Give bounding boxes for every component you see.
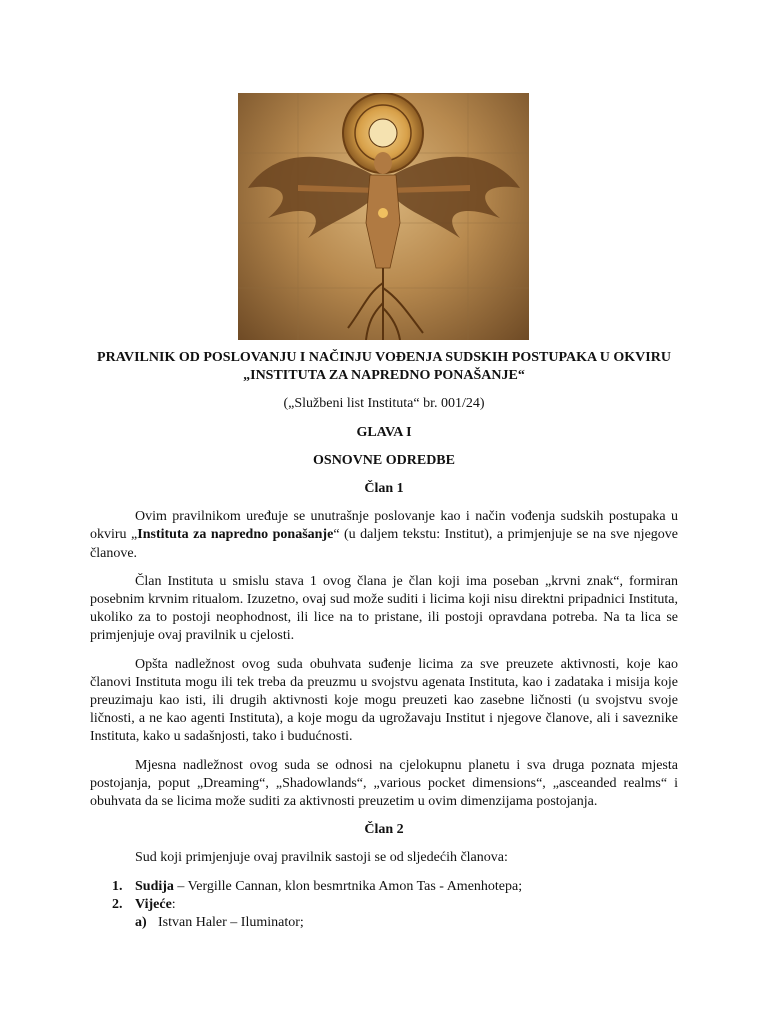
- document-title-line-2: „INSTITUTA ZA NAPREDNO PONAŠANJE“: [243, 368, 525, 384]
- article-2-intro: Sud koji primjenjuje ovaj pravilnik sastoji se od sljedećih članova:: [135, 850, 508, 866]
- list-text: – Vergille Cannan, klon besmrtnika Amon Tas - Amenhotepa;: [173, 878, 523, 894]
- article-2-heading: Član 2: [364, 822, 404, 838]
- institute-name: Instituta za napredno ponašanje: [137, 527, 334, 543]
- list-text: :: [171, 896, 176, 912]
- gazette-reference: („Službeni list Instituta“ br. 001/24): [283, 396, 485, 412]
- list-number: a): [135, 915, 147, 931]
- article-1-heading: Član 1: [364, 481, 404, 497]
- paragraph-text: “ (u daljem tekstu: Institut), a primjenjuje se na sve njegove članove.: [90, 527, 678, 561]
- member-list: [90, 878, 678, 914]
- list-label: Sudija: [135, 878, 174, 894]
- chapter-heading: GLAVA I: [356, 424, 412, 440]
- document-body: [90, 349, 678, 932]
- council-list: [90, 914, 678, 932]
- list-label: Vijeće: [135, 896, 172, 912]
- list-item: [90, 878, 678, 896]
- list-number: 1.: [112, 878, 123, 894]
- list-item: [90, 914, 678, 932]
- list-item: [90, 896, 678, 914]
- list-text: Istvan Haler – Iluminator;: [158, 915, 304, 931]
- winged-figure-icon: [238, 93, 529, 340]
- chapter-title: OSNOVNE ODREDBE: [313, 452, 455, 468]
- list-number: 2.: [112, 896, 123, 912]
- paragraph-text: Ovim pravilnikom uređuje se unutrašnje poslovanje kao i način vođenja sudskih postupaka u okviru „: [90, 509, 678, 543]
- document-title-line-1: PRAVILNIK OD POSLOVANJU I NAČINJU VOĐENJA SUDSKIH POSTUPAKA U OKVIRU: [97, 350, 671, 365]
- article-1-paragraph-4: Mjesna nadležnost ovog suda se odnosi na cjelokupnu planetu i sva druga poznata mjesta postojanja, poput „Dreaming“, „Shadowlands“, „various pocket dimensions“, „asceanded realms“ i obuhvata da se licima može suditi za aktivnosti preuzetim u ovim dimenzijama postojanja.: [90, 757, 678, 810]
- article-1-paragraph-3: Opšta nadležnost ovog suda obuhvata suđenje licima za sve preuzete aktivnosti, koje kao članovi Instituta mogu ili tek treba da preuzmu u svojstvu agenata Instituta, kao i zadataka i misija koje preuzimaju kao isti, ili drugih aktivnosti koje mogu preuzeti kao zasebne ličnosti (u svojstvu svoje ličnosti, a ne kao agenti Instituta), a koje mogu da ugrožavaju Institut i njegove članove, ali i saveznike Instituta, kako u sadašnjosti, tako i budućnosti.: [90, 656, 678, 745]
- article-1-paragraph-1: [90, 508, 678, 563]
- article-1-paragraph-2: Član Instituta u smislu stava 1 ovog člana je član koji ima poseban „krvni znak“, formiran posebnim krvnim ritualom. Izuzetno, ovaj sud može suditi i licima koji nisu direktni pripadnici Instituta, ukoliko za to postoji neophodnost, ili lice na to pristane, ili postoji opravdana potreba. Na ta lica se primjenjuje ovaj pravilnik u cjelosti.: [90, 573, 678, 644]
- winged-figure-illustration: [238, 93, 529, 340]
